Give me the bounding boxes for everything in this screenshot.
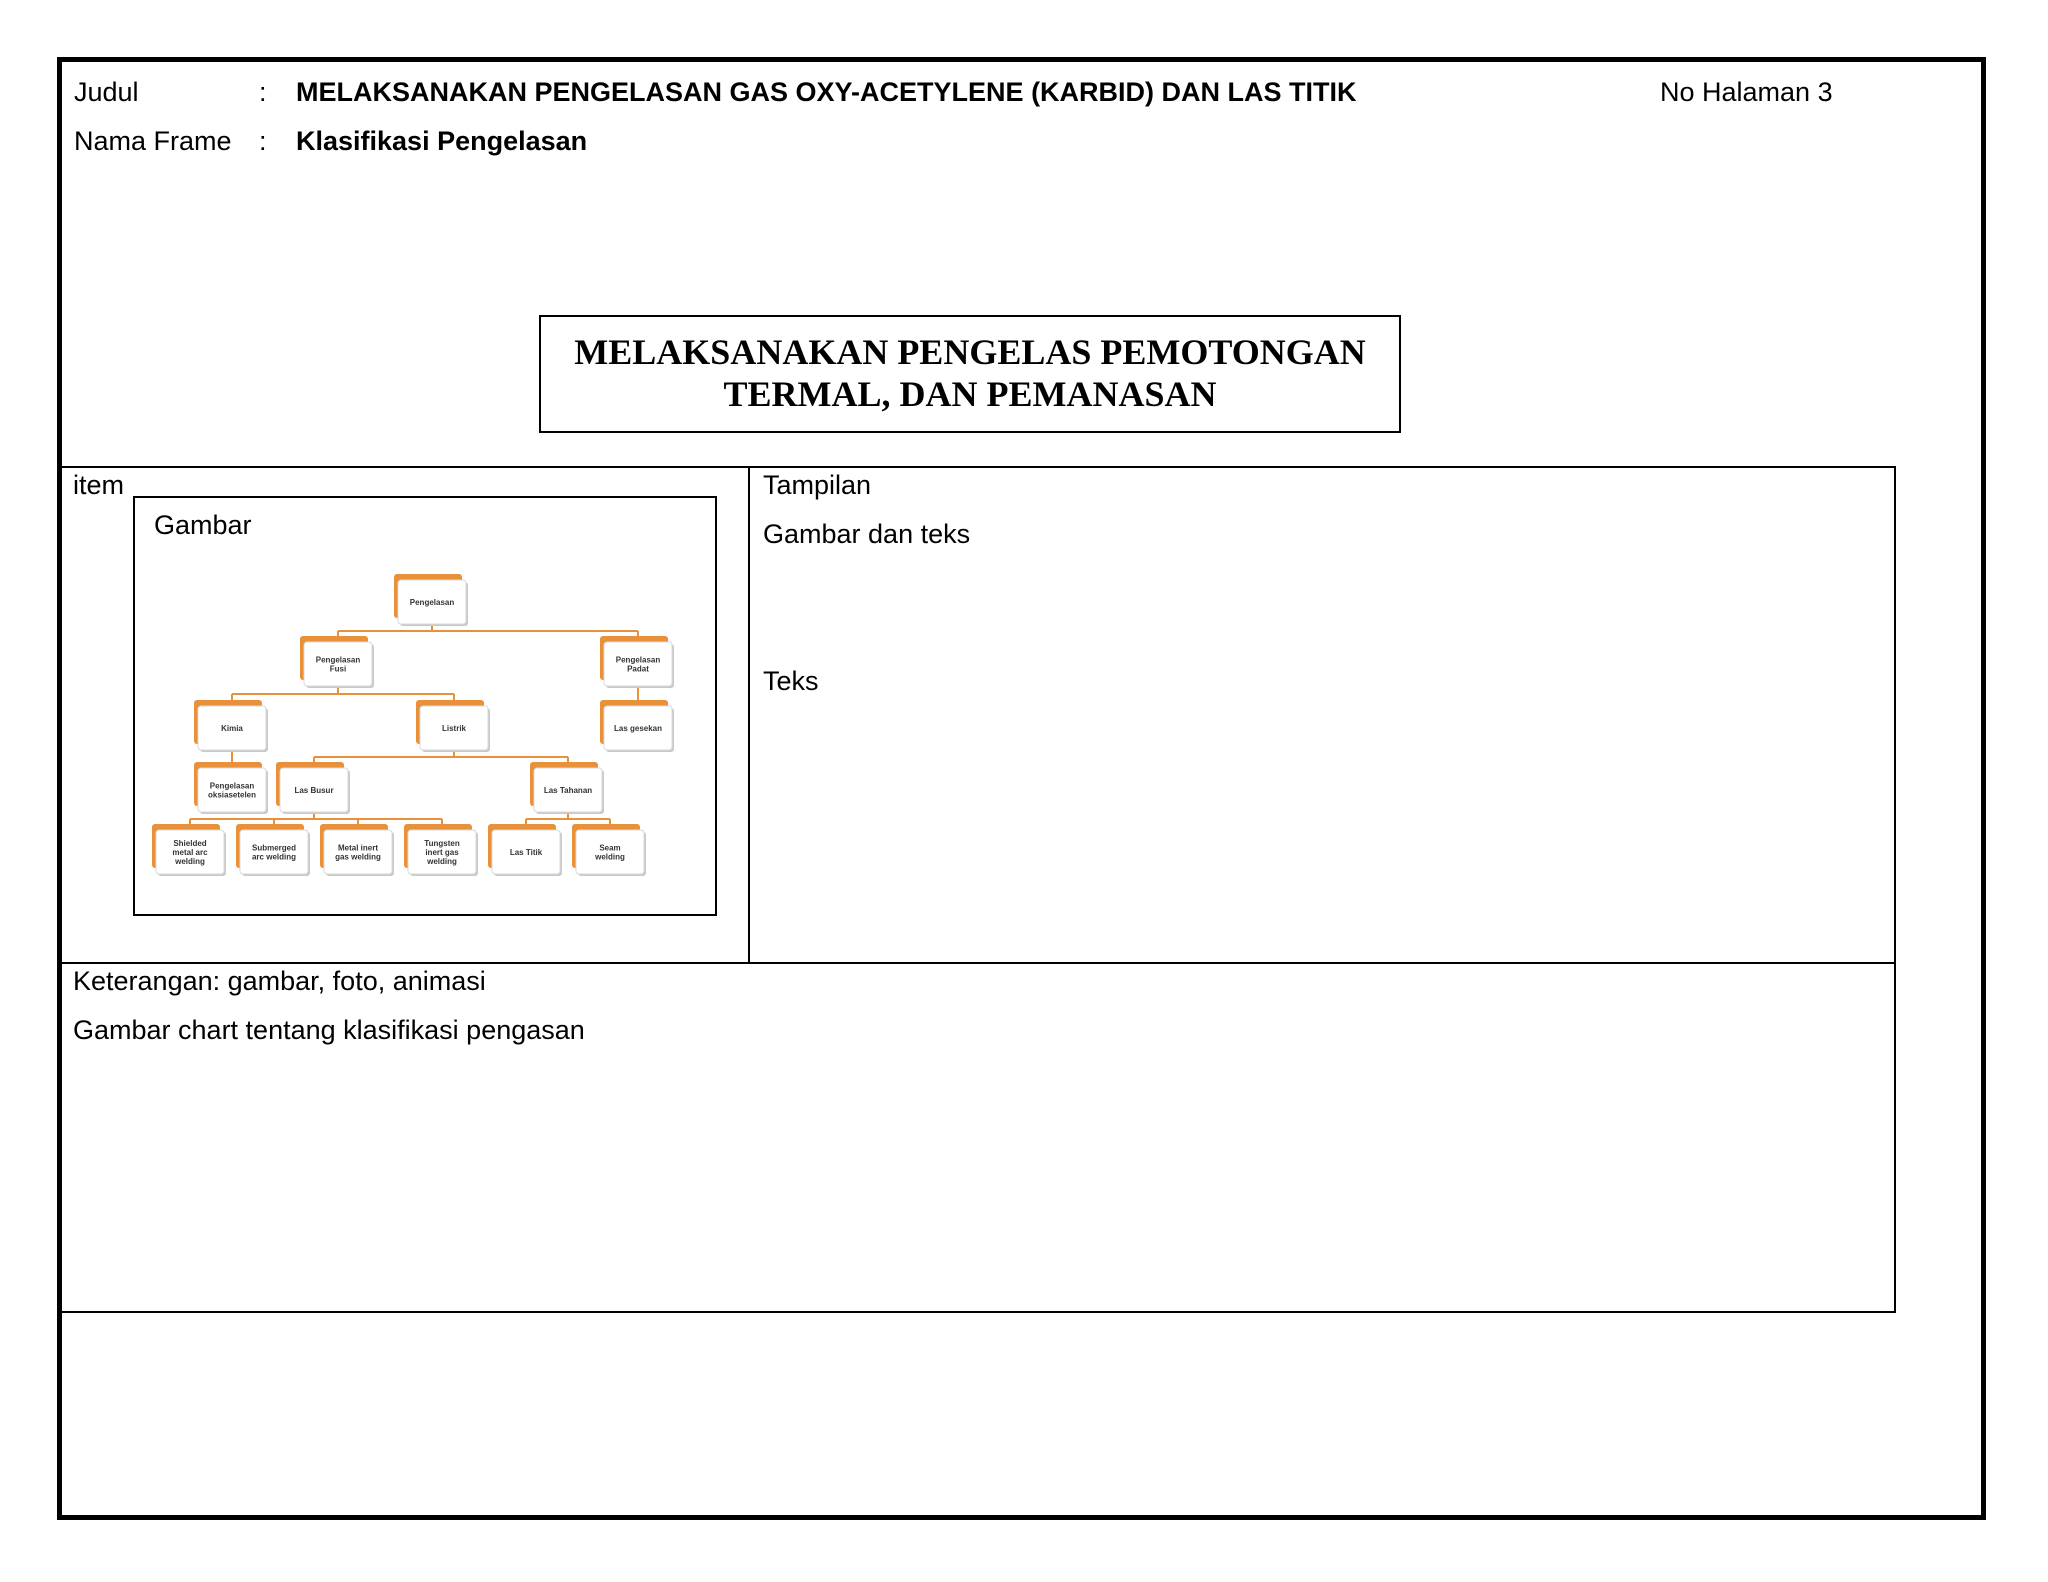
tampilan-line2: Teks [763, 666, 819, 696]
org-node-text: Pengelasan [209, 781, 255, 791]
frame-separator: : [259, 126, 267, 156]
org-node-text: Padat [627, 664, 649, 674]
org-connector-tahanan [526, 812, 610, 826]
org-node-text: Las Titik [509, 848, 543, 857]
org-node-seam [572, 824, 646, 876]
table-column-divider [748, 466, 750, 964]
org-node-text: Listrik [441, 724, 467, 733]
org-node-text: Metal inert [337, 843, 379, 853]
org-node-kimia [194, 700, 268, 752]
judul-value: MELAKSANAKAN PENGELASAN GAS OXY-ACETYLENE (KARBID) DAN LAS TITIK [296, 77, 1357, 107]
table-top-border [61, 466, 1896, 468]
org-node-listrik [416, 700, 490, 752]
org-node-saw [236, 824, 310, 876]
frame-label: Nama Frame [74, 126, 232, 156]
org-node-text: arc welding [251, 852, 297, 862]
frame-value: Klasifikasi Pengelasan [296, 126, 588, 156]
org-connector-fusi [232, 686, 454, 702]
table-bottom-border [61, 1311, 1896, 1313]
org-node-text: Tungsten [424, 839, 460, 848]
org-node-text: inert gas [425, 848, 459, 857]
keterangan-label: Keterangan: gambar, foto, animasi [73, 966, 486, 996]
org-node-oksi [194, 762, 268, 814]
keterangan-text: Gambar chart tentang klasifikasi pengasan [73, 1015, 585, 1045]
org-node-text: Shielded [173, 839, 207, 848]
org-node-gesekan [600, 700, 674, 752]
org-node-text: Kimia [221, 724, 243, 733]
org-node-text: Pengelasan [615, 655, 661, 665]
main-title-box [539, 315, 1401, 433]
page-number: No Halaman 3 [1660, 77, 1833, 107]
judul-separator: : [259, 77, 267, 107]
org-connector-busur [190, 812, 442, 826]
org-node-text: Las Tahanan [543, 786, 593, 795]
org-node-text: Pengelasan [409, 598, 455, 607]
org-node-text: metal arc [172, 848, 208, 857]
org-node-text: oksiasetelen [207, 790, 257, 800]
main-title-line1: MELAKSANAKAN PENGELAS PEMOTONGAN [574, 332, 1366, 372]
org-node-text: Pengelasan [315, 655, 361, 665]
tampilan-line1: Gambar dan teks [763, 519, 971, 549]
table-right-border [1894, 466, 1896, 1313]
table-middle-border [61, 962, 1896, 964]
org-node-text: welding [427, 857, 457, 866]
image-label: Gambar [154, 510, 252, 540]
org-node-smaw [152, 824, 226, 876]
org-chart-svg [150, 560, 690, 890]
org-node-tahanan [530, 762, 604, 814]
org-connector-pengelasan [338, 624, 638, 638]
classification-org-chart [150, 560, 690, 890]
org-node-busur [276, 762, 350, 814]
org-node-tig [404, 824, 478, 876]
org-node-padat [600, 636, 674, 688]
org-node-text: welding [175, 857, 205, 866]
main-title-line2: TERMAL, DAN PEMANASAN [723, 374, 1217, 414]
org-node-titik [488, 824, 562, 876]
org-node-text: Fusi [329, 664, 347, 674]
org-node-text: Submerged [251, 843, 297, 853]
org-node-mig [320, 824, 394, 876]
judul-label: Judul [74, 77, 139, 107]
tampilan-label: Tampilan [763, 470, 872, 500]
org-node-text: Las gesekan [613, 724, 663, 733]
org-node-text: Seam [599, 843, 621, 853]
org-connector-listrik [314, 750, 568, 764]
org-node-text: Las Busur [294, 786, 334, 795]
org-node-text: gas welding [335, 852, 381, 862]
org-node-pengelasan [394, 574, 468, 626]
org-node-text: welding [595, 852, 625, 862]
org-node-fusi [300, 636, 374, 688]
item-label: item [73, 470, 125, 500]
